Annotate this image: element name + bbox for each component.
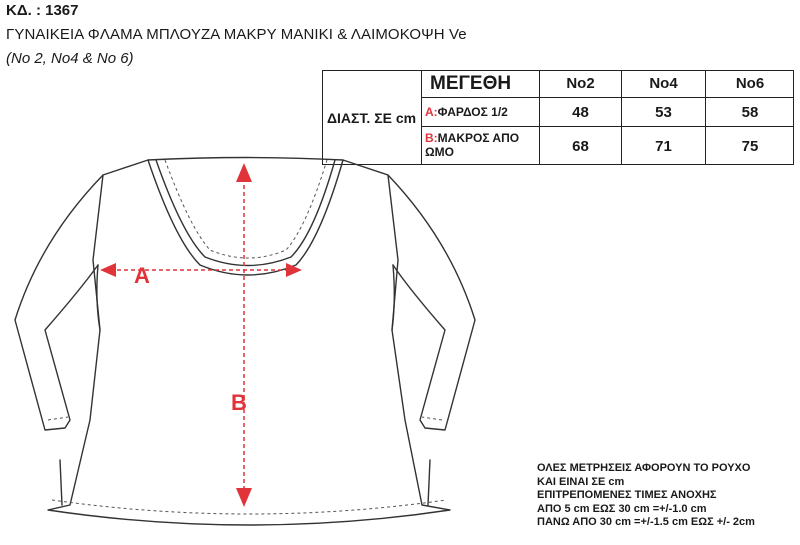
- measure-b-arrow-top: [236, 163, 252, 182]
- measure-b-arrow-bottom: [236, 488, 252, 507]
- table-cell: 71: [622, 127, 706, 165]
- garment-outline: [15, 158, 475, 526]
- garment-stitching: [48, 160, 446, 514]
- row-label-text: ΦΑΡΔΟΣ 1/2: [437, 105, 508, 119]
- row-key: A:: [425, 105, 438, 119]
- note-line: ΕΠΙΤΡΕΠΟΜΕΝΕΣ ΤΙΜΕΣ ΑΝΟΧΗΣ: [537, 489, 717, 502]
- column-header: No2: [540, 70, 622, 98]
- note-line: ΚΑΙ ΕΙΝΑΙ ΣΕ cm: [537, 475, 625, 488]
- measure-b: [231, 163, 252, 507]
- table-cell: 53: [622, 98, 706, 127]
- table-cell: 48: [540, 98, 622, 127]
- note-line: ΠΑΝΩ ΑΠΟ 30 cm =+/-1.5 cm ΕΩΣ +/- 2cm: [537, 516, 755, 529]
- note-line: ΑΠΟ 5 cm ΕΩΣ 30 cm =+/-1.0 cm: [537, 502, 707, 515]
- product-title: ΓΥΝΑΙΚΕΙΑ ΦΛΑΜΑ ΜΠΛΟΥΖΑ ΜΑΚΡΥ ΜΑΝΙΚΙ & ΛΑΙΜΟΚΟΨΗ Ve: [6, 26, 467, 43]
- column-header: No6: [706, 70, 794, 98]
- column-header: No4: [622, 70, 706, 98]
- note-line: ΟΛΕΣ ΜΕΤΡΗΣΕΙΣ ΑΦΟΡΟΥΝ ΤΟ ΡΟΥΧΟ: [537, 462, 751, 474]
- sizes-note: (No 2, No4 & No 6): [6, 50, 134, 67]
- garment-diagram: [0, 140, 540, 545]
- table-cell: 68: [540, 127, 622, 165]
- sizes-label: ΜΕΓΕΘΗ: [422, 70, 540, 98]
- table-cell: 58: [706, 98, 794, 127]
- label-a: A: [134, 263, 150, 288]
- tolerance-notes: [537, 462, 797, 530]
- measure-a-arrow-left: [100, 263, 116, 277]
- row-label-text: ΜΑΚΡΟΣ ΑΠΟ ΩΜΟ: [425, 131, 520, 159]
- table-cell: 75: [741, 137, 759, 155]
- dimensions-label: ΔΙΑΣΤ. ΣΕ cm: [322, 70, 422, 165]
- row-key: B:: [425, 131, 438, 145]
- label-b: B: [231, 390, 247, 415]
- product-code: ΚΔ. : 1367: [6, 2, 79, 19]
- measure-a: [100, 263, 302, 288]
